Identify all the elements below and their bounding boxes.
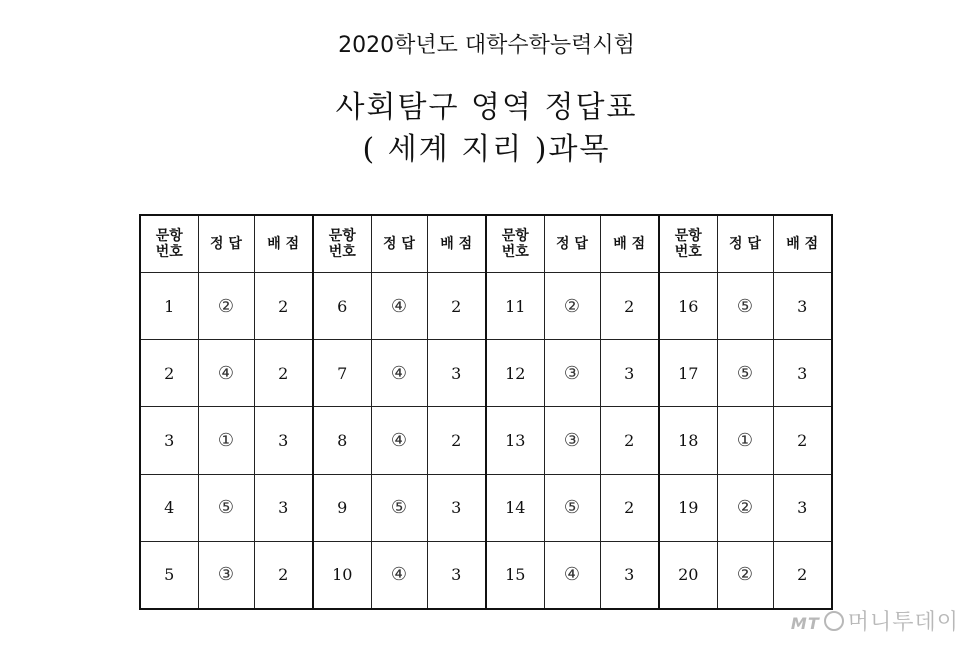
question-number: 11 — [486, 273, 544, 340]
answer-cell: ④ — [544, 541, 600, 609]
table-row — [140, 474, 832, 541]
answer-cell: ① — [198, 407, 254, 474]
table-row — [140, 407, 832, 474]
question-number: 18 — [659, 407, 717, 474]
header-answer: 정 답 — [198, 215, 254, 273]
answer-cell: ④ — [198, 340, 254, 407]
question-number: 8 — [313, 407, 371, 474]
header-answer: 정 답 — [371, 215, 427, 273]
question-number: 2 — [140, 340, 198, 407]
points-cell: 2 — [254, 273, 313, 340]
answer-cell: ④ — [371, 407, 427, 474]
header-question-top: 문항 — [674, 228, 702, 244]
points-cell: 3 — [254, 407, 313, 474]
header-question-number — [140, 215, 198, 273]
question-number: 5 — [140, 541, 198, 609]
question-number: 12 — [486, 340, 544, 407]
answer-cell: ② — [198, 273, 254, 340]
answer-cell: ③ — [544, 407, 600, 474]
question-number: 19 — [659, 474, 717, 541]
question-number: 7 — [313, 340, 371, 407]
question-number: 9 — [313, 474, 371, 541]
table-header-row — [140, 215, 832, 273]
table-body — [140, 273, 832, 610]
watermark — [791, 605, 959, 636]
exam-title: 2020학년도 대학수학능력시험 — [338, 33, 635, 58]
answer-cell: ① — [717, 407, 773, 474]
section-title: 사회탐구 영역 정답표 — [335, 90, 638, 125]
header-answer: 정 답 — [544, 215, 600, 273]
header-question-number — [313, 215, 371, 273]
question-number: 15 — [486, 541, 544, 609]
table-row — [140, 541, 832, 609]
header-points: 배 점 — [600, 215, 659, 273]
answer-cell: ③ — [544, 340, 600, 407]
watermark-mt: MT — [790, 614, 820, 633]
answer-cell: ② — [717, 474, 773, 541]
points-cell: 3 — [427, 474, 486, 541]
points-cell: 2 — [600, 273, 659, 340]
header-points: 배 점 — [427, 215, 486, 273]
answer-cell: ④ — [371, 340, 427, 407]
brand-logo-icon — [824, 611, 844, 631]
header-question-number — [659, 215, 717, 273]
table-row — [140, 340, 832, 407]
answer-cell: ④ — [371, 541, 427, 609]
points-cell: 3 — [773, 474, 832, 541]
points-cell: 2 — [427, 407, 486, 474]
points-cell: 2 — [427, 273, 486, 340]
answer-cell: ⑤ — [717, 273, 773, 340]
header-question-bottom: 번호 — [674, 244, 702, 260]
question-number: 14 — [486, 474, 544, 541]
points-cell: 2 — [773, 407, 832, 474]
question-number: 1 — [140, 273, 198, 340]
question-number: 20 — [659, 541, 717, 609]
points-cell: 2 — [773, 541, 832, 609]
answer-cell: ④ — [371, 273, 427, 340]
answer-table-container — [139, 214, 831, 610]
answer-table — [139, 214, 833, 610]
header-question-top: 문항 — [501, 228, 529, 244]
header-question-top: 문항 — [155, 228, 183, 244]
header-points: 배 점 — [254, 215, 313, 273]
header-question-bottom: 번호 — [328, 244, 356, 260]
points-cell: 3 — [773, 273, 832, 340]
header-points: 배 점 — [773, 215, 832, 273]
answer-cell: ② — [544, 273, 600, 340]
subject-line: ( 세계 지리 )과목 — [362, 132, 611, 167]
points-cell: 3 — [427, 541, 486, 609]
answer-cell: ⑤ — [544, 474, 600, 541]
points-cell: 3 — [773, 340, 832, 407]
points-cell: 2 — [254, 541, 313, 609]
answer-cell: ⑤ — [717, 340, 773, 407]
points-cell: 3 — [427, 340, 486, 407]
answer-cell: ③ — [198, 541, 254, 609]
watermark-brand: 머니투데이 — [847, 610, 959, 635]
header-question-top: 문항 — [328, 228, 356, 244]
answer-cell: ⑤ — [198, 474, 254, 541]
table-row — [140, 273, 832, 340]
points-cell: 3 — [600, 340, 659, 407]
points-cell: 2 — [254, 340, 313, 407]
points-cell: 3 — [254, 474, 313, 541]
question-number: 4 — [140, 474, 198, 541]
points-cell: 2 — [600, 407, 659, 474]
header-answer: 정 답 — [717, 215, 773, 273]
header-question-number — [486, 215, 544, 273]
answer-cell: ② — [717, 541, 773, 609]
question-number: 10 — [313, 541, 371, 609]
points-cell: 2 — [600, 474, 659, 541]
question-number: 3 — [140, 407, 198, 474]
question-number: 13 — [486, 407, 544, 474]
question-number: 17 — [659, 340, 717, 407]
question-number: 6 — [313, 273, 371, 340]
question-number: 16 — [659, 273, 717, 340]
header-question-bottom: 번호 — [155, 244, 183, 260]
header-question-bottom: 번호 — [501, 244, 529, 260]
points-cell: 3 — [600, 541, 659, 609]
answer-cell: ⑤ — [371, 474, 427, 541]
